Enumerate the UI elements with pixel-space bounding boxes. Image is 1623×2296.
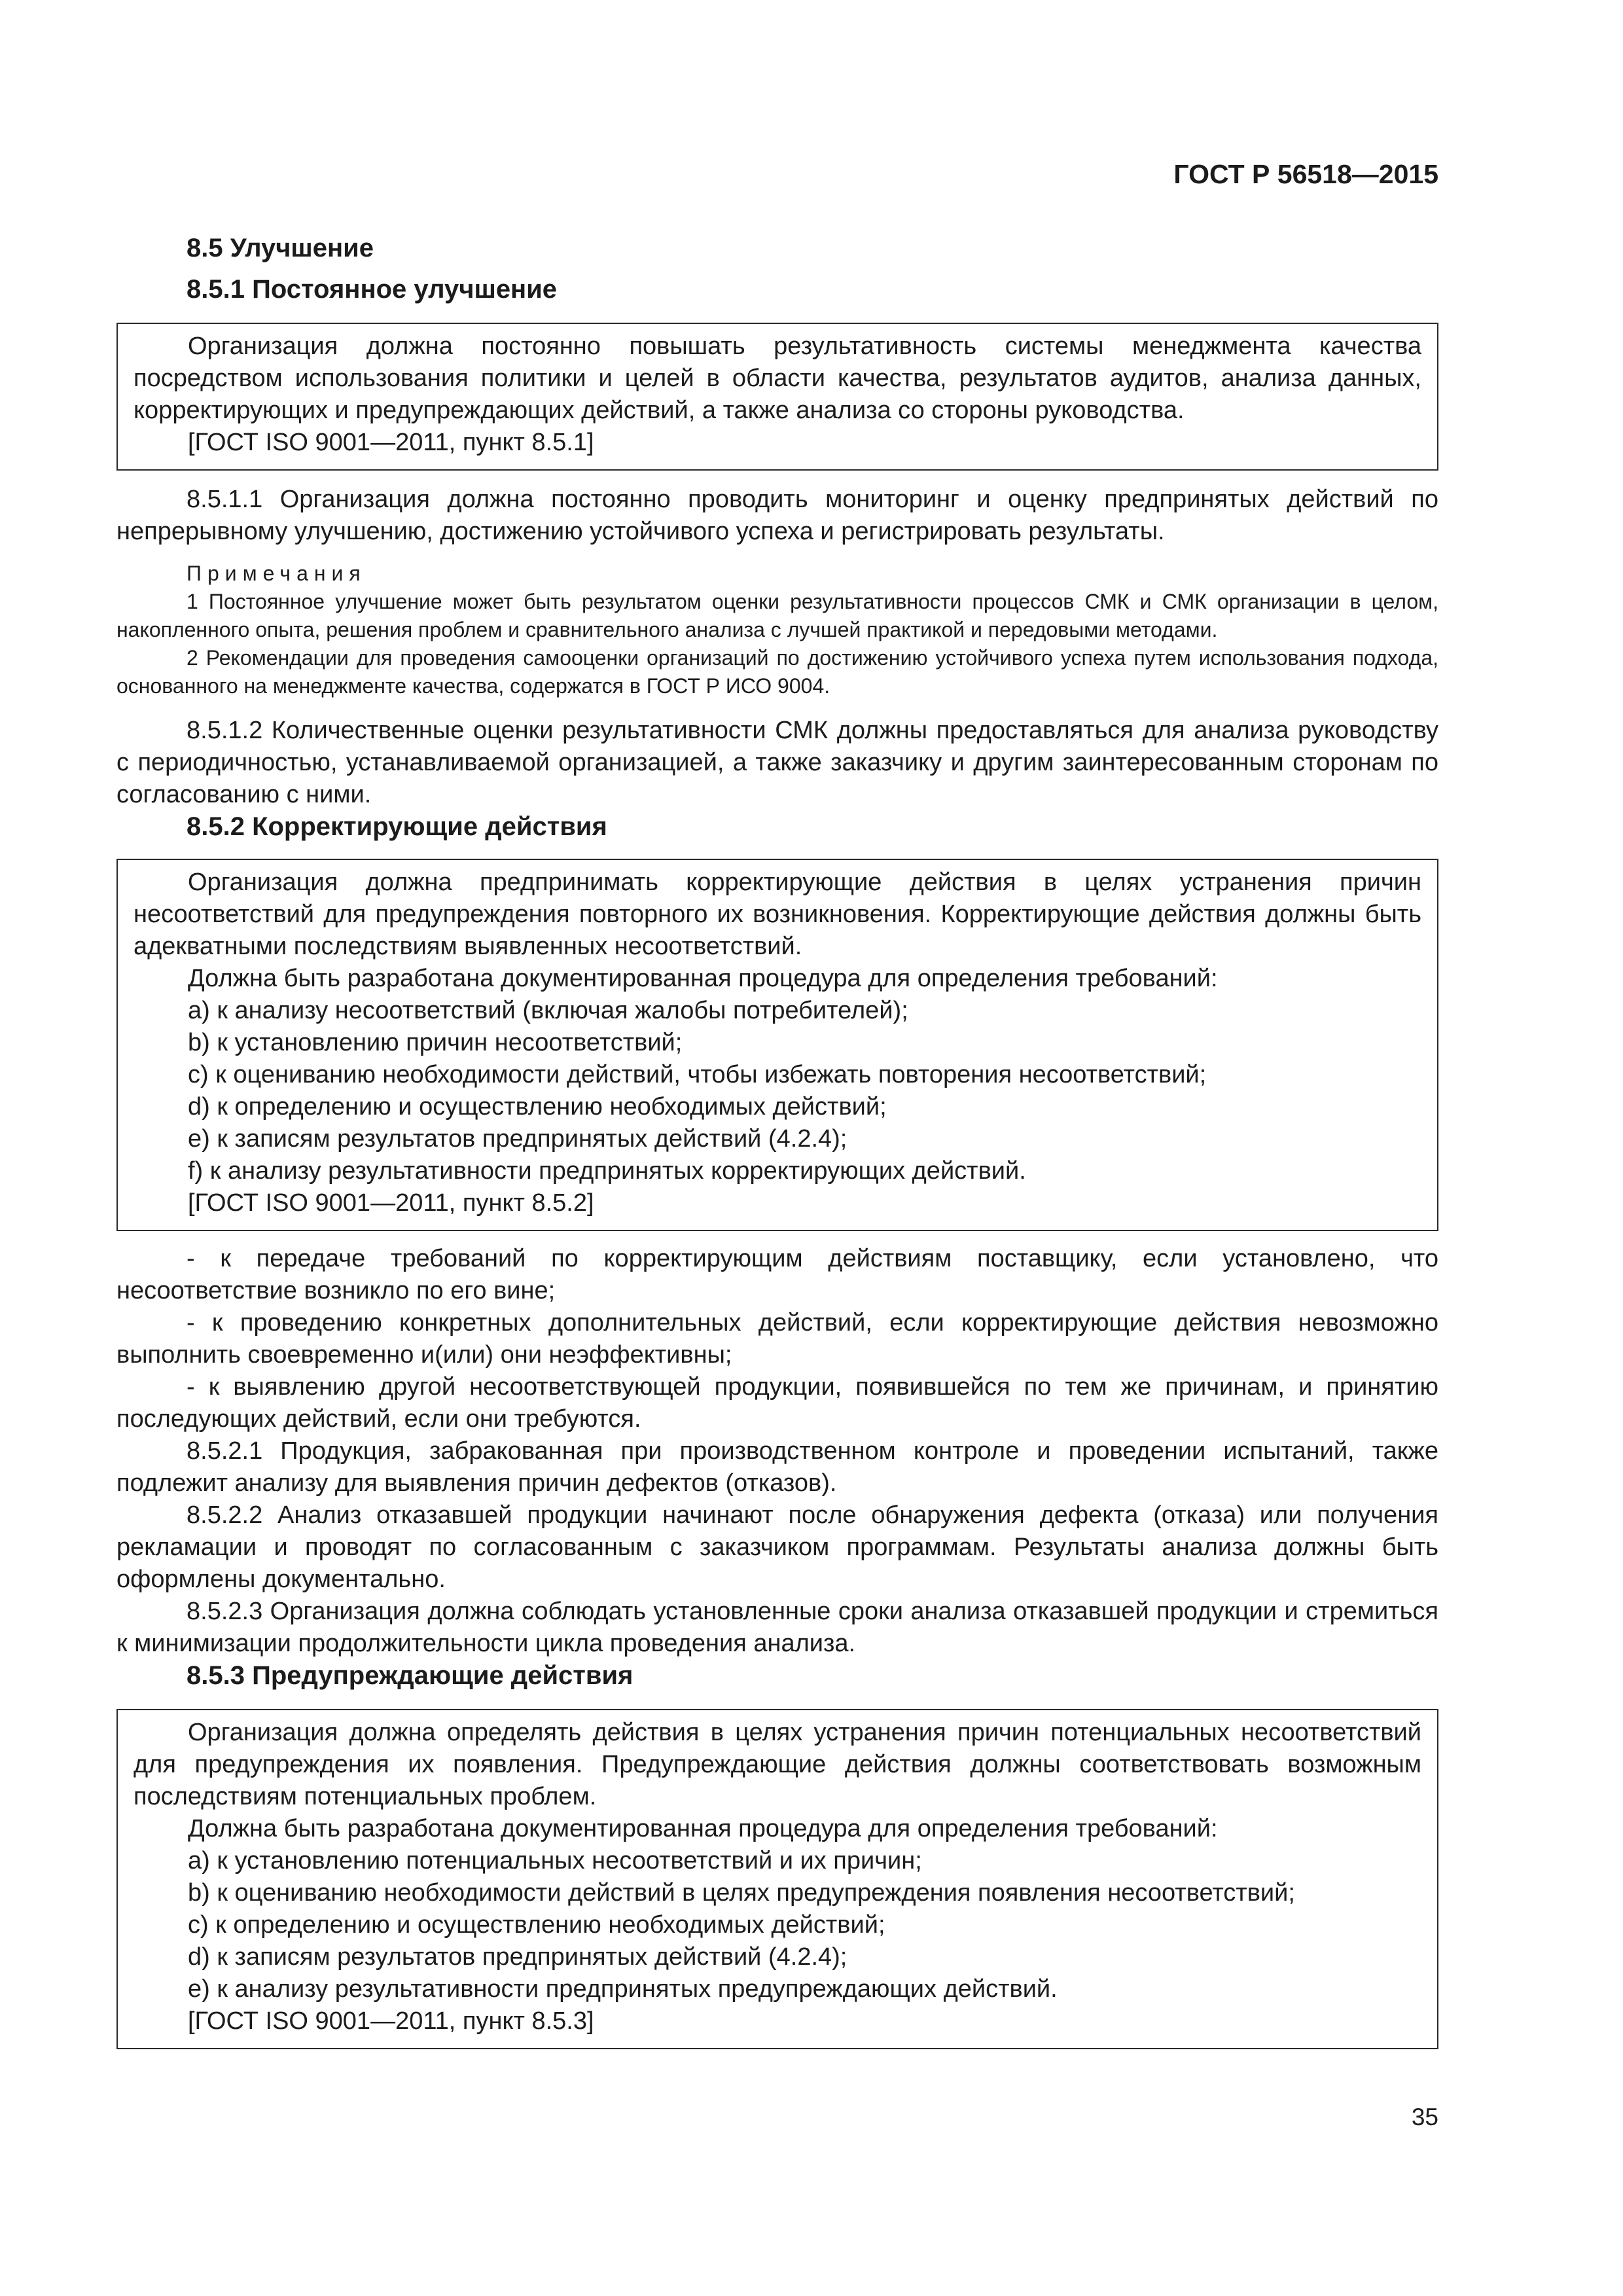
dash-item-3: - к выявлению другой несоответствующей продукции, появившейся по тем же причинам, и принятию последующих действий, если они требуются. xyxy=(116,1373,1438,1433)
quote-text: Организация должна постоянно повышать результативность системы менеджмента качества посредством использования политики и целей в области качества, результатов аудитов, анализа данных, корректирующих и предупреждающих действий, а также анализа со стороны руководства. xyxy=(134,332,1421,424)
list-item: d) к определению и осуществлению необходимых действий; xyxy=(188,1093,887,1121)
paragraph-8-5-1-2: 8.5.1.2 Количественные оценки результативности СМК должны предоставляться для анализа руководству с периодичностью, устанавливаемой организацией, а также заказчику и другим заинтересованным сторонам по согласованию с ними. xyxy=(116,717,1438,808)
paragraph-8-5-2-1: 8.5.2.1 Продукция, забракованная при производственном контроле и проведении испытаний, также подлежит анализу для выявления причин дефектов (отказов). xyxy=(116,1437,1438,1497)
dash-item-2: - к проведению конкретных дополнительных действий, если корректирующие действия невозможно выполнить своевременно и(или) они неэффективны; xyxy=(116,1309,1438,1369)
list-item: f) к анализу результативности предпринятых корректирующих действий. xyxy=(188,1157,1026,1185)
quote-requirement: Должна быть разработана документированная процедура для определения требований: xyxy=(188,965,1218,992)
document-page xyxy=(116,0,1438,2296)
list-item: d) к записям результатов предпринятых действий (4.2.4); xyxy=(188,1943,847,1971)
heading-8-5-3: 8.5.3 Предупреждающие действия xyxy=(187,1661,633,1690)
quote-text: Организация должна определять действия в целях устранения причин потенциальных несоответствий для предупреждения их появления. Предупреждающие действия должны соответствовать возможным последствиям потенциальных проблем. xyxy=(134,1719,1421,1810)
quote-box-8-5-3 xyxy=(116,1709,1438,2049)
paragraph-8-5-1-1: 8.5.1.1 Организация должна постоянно проводить мониторинг и оценку предпринятых действий по непрерывному улучшению, достижению устойчивого успеха и регистрировать результаты. xyxy=(116,486,1438,545)
dash-item-1: - к передаче требований по корректирующим действиям поставщику, если установлено, что несоответствие возникло по его вине; xyxy=(116,1245,1438,1304)
page-content xyxy=(116,232,1438,2049)
list-item: c) к оцениванию необходимости действий, чтобы избежать повторения несоответствий; xyxy=(188,1061,1207,1088)
page-number: 35 xyxy=(1411,2104,1438,2130)
list-item: a) к анализу несоответствий (включая жалобы потребителей); xyxy=(188,997,908,1024)
list-item: e) к записям результатов предпринятых действий (4.2.4); xyxy=(188,1125,847,1153)
list-item: e) к анализу результативности предпринятых предупреждающих действий. xyxy=(188,1975,1058,2003)
quote-box-8-5-2 xyxy=(116,859,1438,1231)
list-item: b) к установлению причин несоответствий; xyxy=(188,1029,683,1056)
notes-title: Примечания xyxy=(187,562,366,585)
heading-8-5: 8.5 Улучшение xyxy=(187,234,374,262)
paragraph-8-5-2-3: 8.5.2.3 Организация должна соблюдать установленные сроки анализа отказавшей продукции и стремиться к минимизации продолжительности цикла проведения анализа. xyxy=(116,1598,1438,1657)
list-item: c) к определению и осуществлению необходимых действий; xyxy=(188,1911,885,1939)
heading-8-5-1: 8.5.1 Постоянное улучшение xyxy=(187,275,558,304)
heading-8-5-2: 8.5.2 Корректирующие действия xyxy=(187,812,607,841)
quote-reference: [ГОСТ ISO 9001—2011, пункт 8.5.3] xyxy=(188,2007,594,2035)
quote-box-8-5-1 xyxy=(116,323,1438,471)
quote-text: Организация должна предпринимать корректирующие действия в целях устранения причин несоответствий для предупреждения повторного их возникновения. Корректирующие действия должны быть адекватными последствиям выявленных несоответствий. xyxy=(134,869,1421,960)
quote-requirement: Должна быть разработана документированная процедура для определения требований: xyxy=(188,1815,1218,1842)
paragraph-8-5-2-2: 8.5.2.2 Анализ отказавшей продукции начинают после обнаружения дефекта (отказа) или получения рекламации и проводят по согласованным с заказчиком программам. Результаты анализа должны быть оформлены документально. xyxy=(116,1501,1438,1593)
quote-reference: [ГОСТ ISO 9001—2011, пункт 8.5.1] xyxy=(188,429,594,456)
list-item: a) к установлению потенциальных несоответствий и их причин; xyxy=(188,1847,922,1874)
standard-code: ГОСТ Р 56518—2015 xyxy=(1173,159,1438,189)
quote-reference: [ГОСТ ISO 9001—2011, пункт 8.5.2] xyxy=(188,1189,594,1217)
note-2: 2 Рекомендации для проведения самооценки организаций по достижению устойчивого успеха путем использования подхода, основанного на менеджменте качества, содержатся в ГОСТ Р ИСО 9004. xyxy=(116,646,1438,698)
note-1: 1 Постоянное улучшение может быть результатом оценки результативности процессов СМК и СМК организации в целом, накопленного опыта, решения проблем и сравнительного анализа с лучшей практикой и передовыми методами. xyxy=(116,590,1438,641)
list-item: b) к оцениванию необходимости действий в целях предупреждения появления несоответствий; xyxy=(188,1879,1295,1907)
